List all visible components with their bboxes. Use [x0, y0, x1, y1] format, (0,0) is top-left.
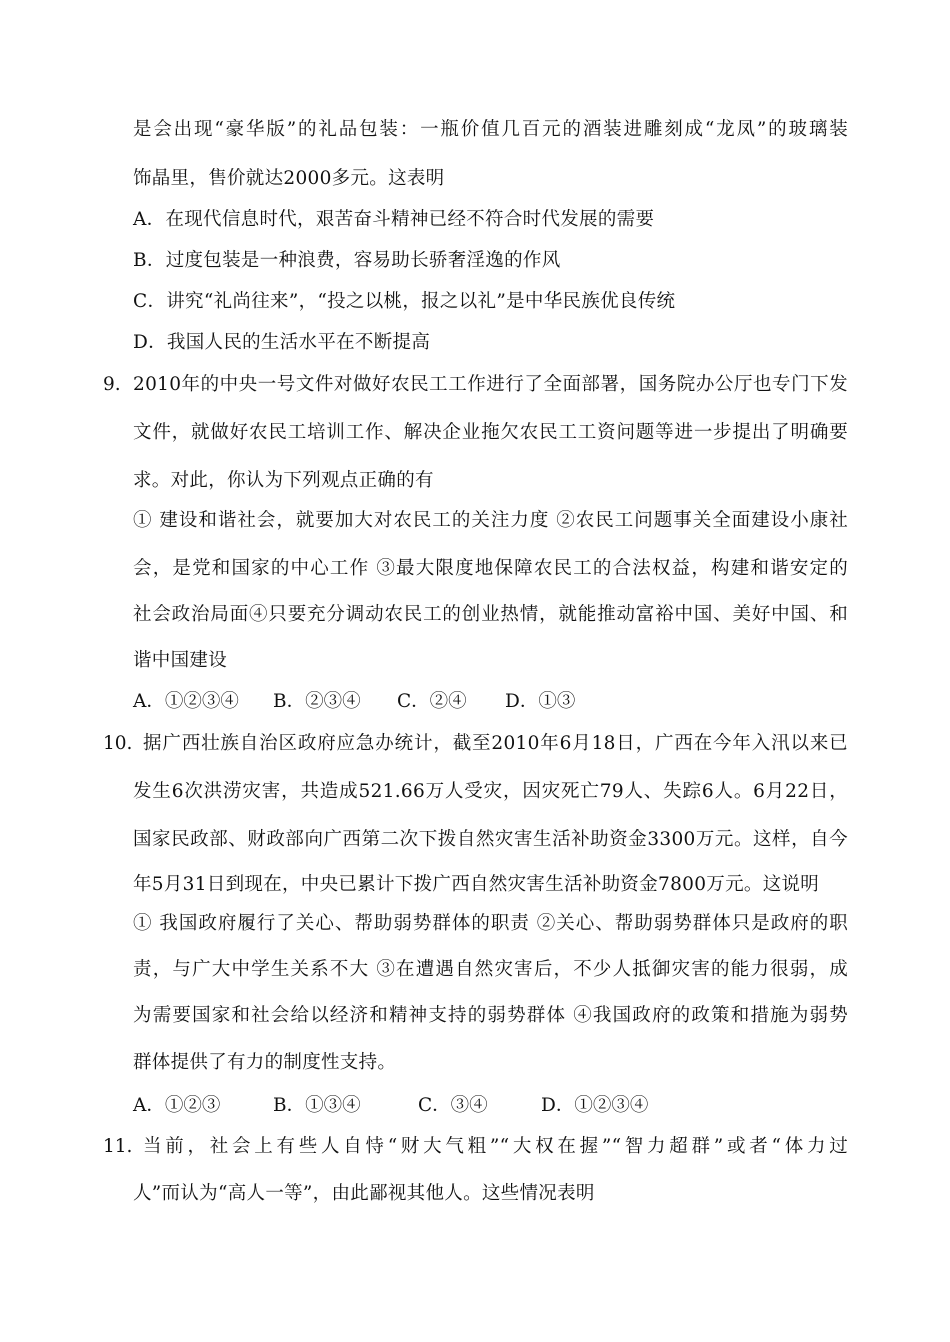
q9-option-d: D．①③ [505, 691, 576, 712]
q9-option-b: B．②③④ [273, 691, 361, 712]
q10-stem-line-3: 国家民政部、财政部向广西第二次下拨自然灾害生活补助资金3300万元。这样，自今 [133, 829, 848, 850]
q8-stem-line-2: 饰晶里，售价就达2000多元。这表明 [133, 168, 445, 189]
q10-statement-line-3: 为需要国家和社会给以经济和精神支持的弱势群体 ④我国政府的政策和措施为弱势 [133, 1005, 848, 1026]
q10-statement-line-2: 责，与广大中学生关系不大 ③在遭遇自然灾害后，不少人抵御灾害的能力很弱，成 [133, 959, 848, 980]
q10-stem-line-1: 据广西壮族自治区政府应急办统计，截至2010年6月18日，广西在今年入汛以来已 [143, 733, 848, 754]
q10-stem-line-2: 发生6次洪涝灾害，共造成521.66万人受灾，因灾死亡79人、失踪6人。6月22日， [133, 781, 848, 802]
q9-option-c: C．②④ [397, 691, 467, 712]
q10-number: 10. [103, 733, 133, 754]
q9-statement-line-2: 会，是党和国家的中心工作 ③最大限度地保障农民工的合法权益，构建和谐安定的 [133, 558, 848, 579]
q8-option-b: B．过度包装是一种浪费，容易助长骄奢淫逸的作风 [133, 250, 561, 271]
q8-option-a: A．在现代信息时代，艰苦奋斗精神已经不符合时代发展的需要 [133, 209, 655, 230]
q9-stem-line-1: 2010年的中央一号文件对做好农民工工作进行了全面部署，国务院办公厅也专门下发 [133, 374, 848, 395]
q9-option-a: A．①②③④ [133, 691, 239, 712]
q10-option-d: D．①②③④ [541, 1095, 649, 1116]
q11-number: 11. [103, 1136, 133, 1157]
q10-option-b: B．①③④ [273, 1095, 361, 1116]
q11-stem-line-2: 人”而认为“高人一等”，由此鄙视其他人。这些情况表明 [133, 1183, 595, 1204]
q10-option-a: A．①②③ [133, 1095, 221, 1116]
q9-stem-line-2: 文件，就做好农民工培训工作、解决企业拖欠农民工工资问题等进一步提出了明确要 [133, 422, 848, 443]
q8-option-c: C．讲究“礼尚往来”，“投之以桃，报之以礼”是中华民族优良传统 [133, 291, 676, 312]
q8-option-d: D．我国人民的生活水平在不断提高 [133, 332, 431, 353]
q8-stem-line-1: 是会出现“豪华版”的礼品包装：一瓶价值几百元的酒装进雕刻成“龙凤”的玻璃装 [133, 119, 848, 140]
q9-statement-line-3: 社会政治局面④只要充分调动农民工的创业热情，就能推动富裕中国、美好中国、和 [133, 604, 848, 625]
q9-number: 9. [103, 374, 121, 395]
q10-statement-line-1: ① 我国政府履行了关心、帮助弱势群体的职责 ②关心、帮助弱势群体只是政府的职 [133, 913, 848, 934]
q10-statement-line-4: 群体提供了有力的制度性支持。 [133, 1052, 397, 1073]
q9-statement-line-1: ① 建设和谐社会，就要加大对农民工的关注力度 ②农民工问题事关全面建设小康社 [133, 510, 848, 531]
q10-stem-line-4: 年5月31日到现在，中央已累计下拨广西自然灾害生活补助资金7800万元。这说明 [133, 874, 820, 895]
q10-option-c: C．③④ [418, 1095, 488, 1116]
q11-stem-line-1: 当前，社会上有些人自恃“财大气粗”“大权在握”“智力超群”或者“体力过 [143, 1136, 848, 1157]
q9-statement-line-4: 谐中国建设 [133, 650, 228, 671]
q9-stem-line-3: 求。对此，你认为下列观点正确的有 [133, 470, 434, 491]
